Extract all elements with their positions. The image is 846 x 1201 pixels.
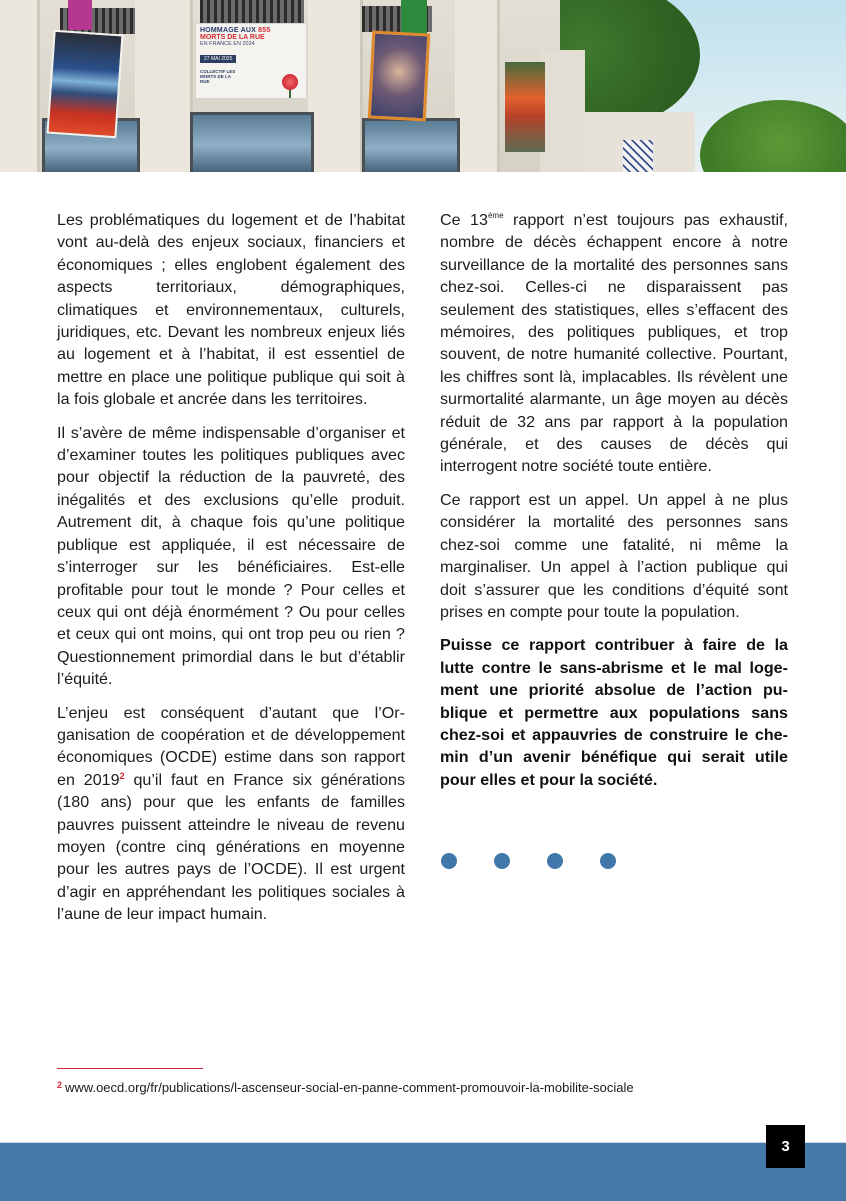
hanging-poster bbox=[623, 140, 653, 172]
dot-icon bbox=[600, 853, 616, 869]
banner-line-1: HOMMAGE AUX 855 bbox=[200, 27, 271, 34]
banner-line-3: EN FRANCE EN 2024 bbox=[200, 41, 255, 47]
hanging-poster bbox=[505, 62, 545, 152]
pillar bbox=[135, 0, 193, 172]
separator-dots bbox=[441, 853, 616, 869]
ordinal-suffix: ème bbox=[487, 211, 504, 220]
footnote-link[interactable]: www.oecd.org/fr/publications/l-ascenseur-social-en-panne-comment-promouvoir-la-mobilite-sociale bbox=[65, 1080, 634, 1095]
footnote bbox=[57, 1077, 634, 1096]
pink-curtain bbox=[68, 0, 92, 30]
rose-icon bbox=[282, 74, 298, 90]
footnote-reference[interactable]: 2 bbox=[119, 770, 125, 781]
pillar bbox=[455, 0, 500, 172]
banner-org: COLLECTIF LES MORTS DE LA RUE bbox=[200, 69, 236, 84]
portrait-poster bbox=[368, 31, 431, 122]
footnote-divider bbox=[57, 1068, 203, 1069]
footnote-number: 2 bbox=[57, 1080, 63, 1090]
balcony-railing bbox=[200, 0, 304, 26]
paragraph: Les problématiques du logement et de l’habitat vont au-delà des enjeux sociaux, financiers et économiques ; elles englobent également des aspects territoriaux, démographiques, climatiques et environnementaux, culturels, juridiques, etc. Devant les nombreux enjeux liés au logement et à l’habitat, il est essentiel de mettre en place une politique publique qui soit à la fois globale et ancrée dans les territoires. bbox=[57, 211, 405, 409]
footer-band bbox=[0, 1142, 846, 1201]
dot-icon bbox=[441, 853, 457, 869]
hanging-poster bbox=[46, 30, 123, 139]
left-column bbox=[57, 209, 405, 937]
green-curtain bbox=[401, 0, 427, 34]
pillar bbox=[308, 0, 363, 172]
pillar bbox=[0, 0, 40, 172]
tribute-banner bbox=[196, 24, 306, 98]
hero-photo bbox=[0, 0, 846, 172]
page-number: 3 bbox=[766, 1125, 805, 1168]
right-column bbox=[440, 209, 788, 802]
paragraph: Ce 13ème rapport n’est toujours pas exhaustif, nombre de décès échappent encore à notre surveillance de la mortalité des personnes sans chez-soi. Celles-ci ne disparaissent pas seulement des statistiques, elles s’effacent des mémoires, des politiques publiques, et trop souvent, de notre humanité collective. Pourtant, les chiffres sont là, implacables. Ils révèlent une surmortalité alarmante, un âge moyen au décès réduit de 32 ans par rapport à la population générale, et des causes de décès qui interrogent notre société toute entière. bbox=[440, 211, 789, 476]
closing-statement: Puisse ce rapport contribuer à faire de la lutte contre le sans-abrisme et le mal logement une priorité absolue de l’action publique et permettre aux populations sans chez-soi et appauvries de construire le chemin d’un avenir bénéfique qui serait utile pour elles et pour la société. bbox=[440, 636, 788, 789]
window bbox=[190, 112, 314, 172]
paragraph: L’enjeu est conséquent d’autant que l’Organisation de coopération et de développement économiques (OCDE) estime dans son rapport en 2019$^2$ qu’il faut en France six générations (180 ans) pour que les enfants de familles pauvres puissent atteindre le niveau de revenu moyen (contre cinq générations en moyenne pour les autres pays de l’OCDE). Il est urgent d’agir en appréhendant les politiques sociales à l’aune de leur impact humain. bbox=[57, 703, 405, 924]
banner-date: 27 MAI 2025 bbox=[200, 55, 236, 63]
dot-icon bbox=[494, 853, 510, 869]
dot-icon bbox=[547, 853, 563, 869]
banner-line-2: MORTS DE LA RUE bbox=[200, 34, 265, 41]
paragraph: Ce rapport est un appel. Un appel à ne plus considérer la mortalité des personnes sans chez-soi comme une fatalité, ni même la marginaliser. Un appel à l’action publique qui doit s’assurer que les conditions d’équité sont prises en compte pour toute la population. bbox=[440, 490, 788, 621]
building-wall bbox=[540, 50, 585, 172]
paragraph: Il s’avère de même indispensable d’organiser et d’examiner toutes les politiques publiques avec pour objectif la réduction de la pauvreté, des inégalités et des exclusions qu’elle produit. Autrement dit, à chaque fois qu’une politique publique est appliquée, il est nécessaire de s’interroger sur les bénéficiaires. Est-elle profitable pour tout le monde ? Pour celles et ceux qui ont déjà énormément ? Ou pour celles et ceux qui ont moins, qui ont trop peu ou rien ? Questionnement primordial dans le but d’établir l’équité. bbox=[57, 423, 405, 689]
window bbox=[362, 118, 460, 172]
